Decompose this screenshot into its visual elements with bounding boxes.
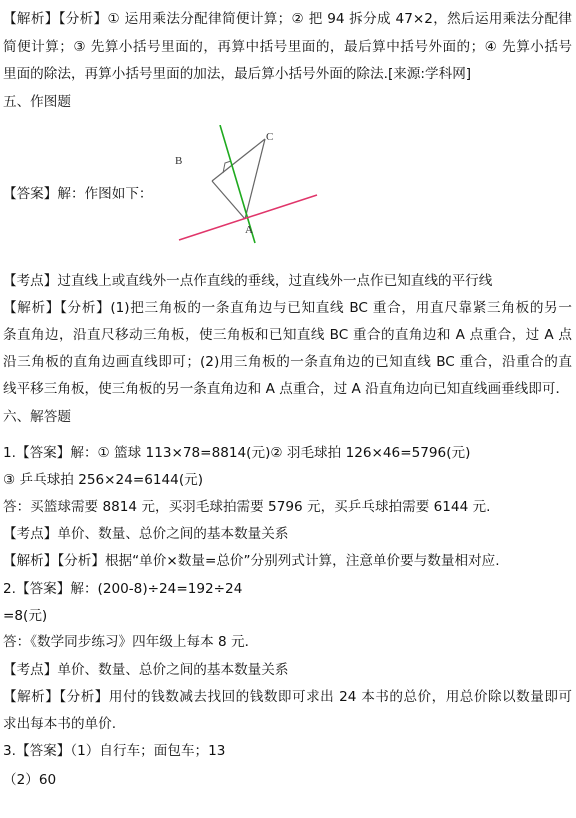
- text-line: 【解析】【分析】用付的钱数减去找回的钱数即可求出 24 本书的总价，用总价除以数量即可: [3, 689, 572, 705]
- text-line: （2）60: [3, 772, 57, 788]
- label-a: A: [245, 224, 253, 236]
- text-line: 条直角边，沿直尺移动三角板，使三角板和已知直线 BC 重合的直角边和 A 点重合，过 A 点: [3, 327, 572, 343]
- text-line: 【考点】单价、数量、总价之间的基本数量关系: [3, 526, 289, 542]
- text-line: 简便计算；③ 先算小括号里面的，再算中括号里面的，最后算中括号外面的；④ 先算小括号: [3, 39, 572, 55]
- text-line: 里面的除法，再算小括号里面的加法，最后算小括号外面的除法.[来源:学科网]: [3, 66, 472, 82]
- text-line: 【考点】单价、数量、总价之间的基本数量关系: [3, 662, 289, 678]
- label-b: B: [175, 155, 183, 167]
- section-heading: 六、解答题: [3, 409, 71, 425]
- text-line: 答：《数学同步练习》四年级上每本 8 元．: [3, 634, 259, 650]
- text-line: 2.【答案】解：(200-8)÷24=192÷24: [3, 581, 243, 597]
- text-line: 沿三角板的直角边画直线即可；(2)用三角板的一条直角边的已知直线 BC 重合，沿重合的直: [3, 354, 572, 370]
- text-line: 3.【答案】（1）自行车；面包车；13: [3, 743, 226, 759]
- text-line: 1.【答案】解：① 篮球 113×78=8814(元)② 羽毛球拍 126×46=5796(元): [3, 445, 471, 461]
- triangle-edge-b-c: [212, 139, 265, 181]
- text-line: 答：买篮球需要 8814 元，买羽毛球拍需要 5796 元，买乒乓球拍需要 6144 元.: [3, 499, 491, 515]
- text-line: 求出每本书的单价.: [3, 716, 117, 732]
- text-line: ③ 乒乓球拍 256×24=6144(元): [3, 472, 204, 488]
- text-line: 【解析】【分析】根据“单价×数量=总价”分别列式计算，注意单价要与数量相对应.: [3, 553, 500, 569]
- text-line: 【解析】【分析】① 运用乘法分配律简便计算；② 把 94 拆分成 47×2，然后运用乘法分配律: [3, 11, 572, 27]
- text-line: 线平移三角板，使三角板的另一条直角边和 A 点重合，过 A 沿直角边向已知直线画垂线即可．: [3, 381, 570, 397]
- label-c: C: [266, 131, 274, 143]
- answer-line: 【答案】解：作图如下：: [3, 186, 153, 202]
- section-heading: 五、作图题: [3, 94, 71, 110]
- text-line: 【考点】过直线上或直线外一点作直线的垂线，过直线外一点作已知直线的平行线: [3, 273, 493, 289]
- text-line: 【解析】【分析】(1)把三角板的一条直角边与已知直线 BC 重合，用直尺靠紧三角板的另一: [3, 300, 572, 316]
- triangle-edge-c-a: [245, 139, 265, 219]
- text-line: =8(元): [3, 608, 48, 624]
